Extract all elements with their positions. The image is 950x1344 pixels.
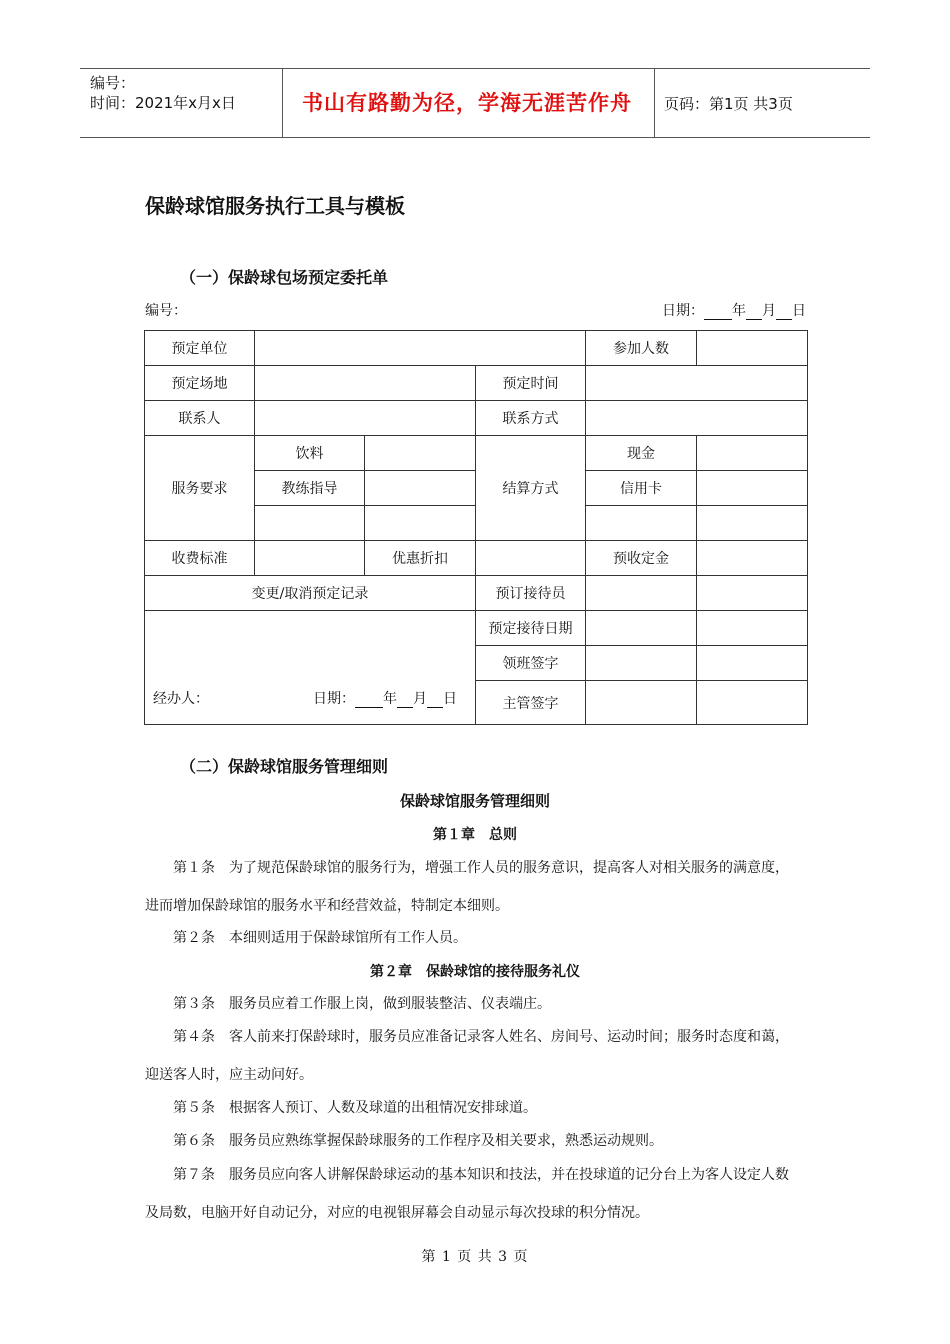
header-number: 编号：: [90, 74, 136, 92]
field-foreman-sign-a[interactable]: [586, 646, 697, 681]
field-participants[interactable]: [697, 331, 808, 366]
field-drinks[interactable]: [365, 436, 476, 471]
label-drinks: 饮料: [255, 436, 365, 471]
article-6: 第６条 服务员应熟练掌握保龄球服务的工作程序及相关要求，熟悉运动规则。: [173, 1133, 663, 1149]
booking-form: [144, 330, 808, 725]
label-discount: 优惠折扣: [365, 541, 476, 576]
header-motto: 书山有路勤为径，学海无涯苦作舟: [302, 91, 632, 115]
label-fee-standard: 收费标准: [145, 541, 255, 576]
form-number-label: 编号：: [145, 303, 187, 319]
label-deposit: 预收定金: [586, 541, 697, 576]
label-contact-method: 联系方式: [476, 401, 586, 436]
field-manager-sign-b[interactable]: [697, 681, 808, 725]
label-manager-sign: 主管签字: [476, 681, 586, 725]
document-title: 保龄球馆服务执行工具与模板: [145, 194, 405, 218]
field-cash[interactable]: [697, 436, 808, 471]
blank-day: [427, 691, 443, 708]
label-contact-person: 联系人: [145, 401, 255, 436]
field-fee-standard[interactable]: [255, 541, 365, 576]
field-credit-card[interactable]: [697, 471, 808, 506]
article-3: 第３条 服务员应着工作服上岗，做到服装整洁、仪表端庄。: [173, 996, 551, 1012]
blank-year: [704, 303, 732, 320]
field-coaching[interactable]: [365, 471, 476, 506]
header-page-info: 页码：第1页 共3页: [664, 95, 793, 113]
blank-month: [746, 303, 762, 320]
header-meta: [90, 73, 236, 113]
field-foreman-sign-b[interactable]: [697, 646, 808, 681]
field-service-extra[interactable]: [365, 506, 476, 541]
label-venue: 预定场地: [145, 366, 255, 401]
label-cash: 现金: [586, 436, 697, 471]
header-divider: [654, 69, 655, 137]
handler-date: 日期： 年 月 日: [313, 691, 457, 707]
label-service-req: 服务要求: [145, 436, 255, 541]
label-reception-date: 预定接待日期: [476, 611, 586, 646]
field-manager-sign-a[interactable]: [586, 681, 697, 725]
chapter1-heading: 第１章 总则: [433, 827, 517, 843]
field-settlement-extra-label[interactable]: [586, 506, 697, 541]
field-reception-date-b[interactable]: [697, 611, 808, 646]
field-contact-method[interactable]: [586, 401, 808, 436]
label-participants: 参加人数: [586, 331, 697, 366]
article-4: 第４条 客人前来打保龄球时，服务员应准备记录客人姓名、房间号、运动时间；服务时态度和蔼， 迎送客人时，应主动问好。: [145, 1029, 789, 1083]
section1-title: （一）保龄球包场预定委托单: [180, 268, 389, 287]
blank-day: [776, 303, 792, 320]
field-book-unit[interactable]: [255, 331, 586, 366]
article-5: 第５条 根据客人预订、人数及球道的出租情况安排球道。: [173, 1100, 537, 1116]
label-coaching: 教练指导: [255, 471, 365, 506]
article-7: 第７条 服务员应向客人讲解保龄球运动的基本知识和技法，并在投球道的记分台上为客人设定人数 及局数，电脑开好自动记分，对应的电视银屏幕会自动显示每次投球的积分情况。: [145, 1167, 789, 1221]
label-foreman-sign: 领班签字: [476, 646, 586, 681]
field-receptionist-b[interactable]: [697, 576, 808, 611]
field-service-extra-label[interactable]: [255, 506, 365, 541]
field-settlement-extra[interactable]: [697, 506, 808, 541]
field-contact-person[interactable]: [255, 401, 476, 436]
label-receptionist: 预订接待员: [476, 576, 586, 611]
field-receptionist-a[interactable]: [586, 576, 697, 611]
field-book-time[interactable]: [586, 366, 808, 401]
rules-title: 保龄球馆服务管理细则: [399, 792, 550, 810]
field-deposit[interactable]: [697, 541, 808, 576]
page-footer: 第 1 页 共 3 页: [421, 1249, 529, 1265]
label-handler: 经办人：: [153, 691, 209, 707]
article-2: 第２条 本细则适用于保龄球馆所有工作人员。: [173, 930, 467, 946]
label-change-record: 变更/取消预定记录: [145, 576, 476, 611]
label-book-time: 预定时间: [476, 366, 586, 401]
blank-year: [355, 691, 383, 708]
header-time: 时间：2021年x月x日: [90, 94, 236, 112]
article-1: 第１条 为了规范保龄球馆的服务行为，增强工作人员的服务意识，提高客人对相关服务的满意度， 进而增加保龄球馆的服务水平和经营效益，特制定本细则。: [145, 860, 789, 914]
field-reception-date-a[interactable]: [586, 611, 697, 646]
field-venue[interactable]: [255, 366, 476, 401]
label-settlement: 结算方式: [476, 436, 586, 541]
section2-title: （二）保龄球馆服务管理细则: [180, 757, 389, 776]
label-book-unit: 预定单位: [145, 331, 255, 366]
form-date: 日期： 年 月 日: [662, 303, 806, 319]
field-discount[interactable]: [476, 541, 586, 576]
page-header: [80, 68, 870, 138]
label-credit-card: 信用卡: [586, 471, 697, 506]
blank-month: [397, 691, 413, 708]
field-change-record[interactable]: [145, 611, 476, 725]
chapter2-heading: 第２章 保龄球馆的接待服务礼仪: [370, 964, 580, 980]
